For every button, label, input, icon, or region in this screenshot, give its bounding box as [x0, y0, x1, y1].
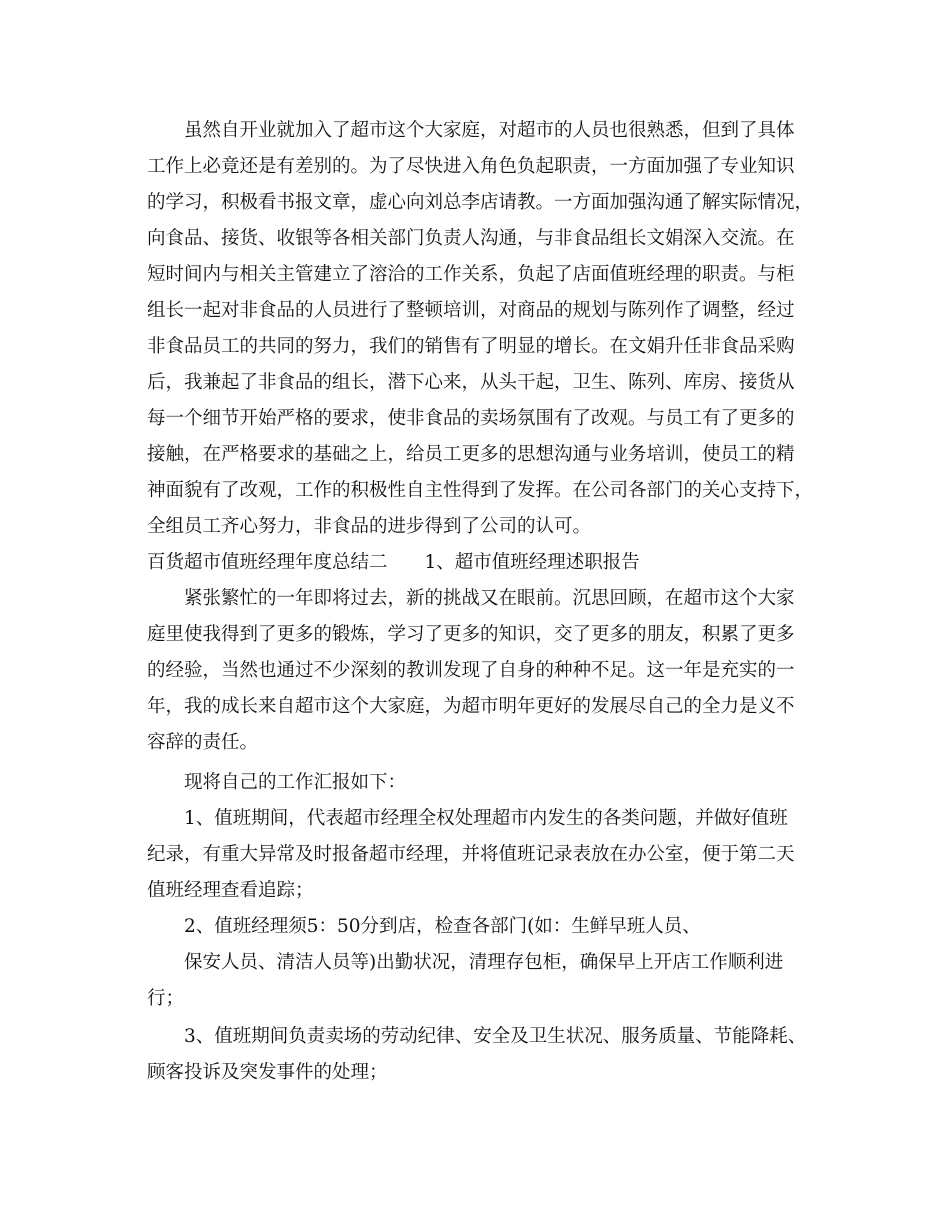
list-item-line: 纪录，有重大异常及时报备超市经理，并将值班记录表放在办公室，便于第二天	[147, 844, 795, 865]
paragraph-line: 的经验，当然也通过不少深刻的教训发现了自身的种种不足。这一年是充实的一	[147, 660, 795, 681]
section-heading: 百货超市值班经理年度总结二 1、超市值班经理述职报告	[147, 552, 640, 573]
list-item-line: 2、值班经理须5：50分到店，检查各部门(如：生鲜早班人员、	[184, 916, 701, 937]
list-item-line: 1、值班期间，代表超市经理全权处理超市内发生的各类问题，并做好值班	[184, 808, 788, 829]
list-item-line: 值班经理查看追踪；	[147, 880, 314, 901]
paragraph-line: 年，我的成长来自超市这个大家庭，为超市明年更好的发展尽自己的全力是义不	[147, 696, 795, 717]
paragraph-line: 容辞的责任。	[147, 732, 259, 753]
paragraph-line: 每一个细节开始严格的要求，使非食品的卖场氛围有了改观。与员工有了更多的	[147, 408, 795, 429]
paragraph-line: 紧张繁忙的一年即将过去，新的挑战又在眼前。沉思回顾，在超市这个大家	[184, 588, 795, 609]
paragraph-line: 接触，在严格要求的基础之上，给员工更多的思想沟通与业务培训，使员工的精	[147, 444, 795, 465]
list-item-line: 保安人员、清洁人员等)出勤状况，清理存包柜，确保早上开店工作顺利进	[184, 952, 784, 973]
paragraph-line: 短时间内与相关主管建立了溶洽的工作关系，负起了店面值班经理的职责。与柜	[147, 264, 795, 285]
paragraph-line: 虽然自开业就加入了超市这个大家庭，对超市的人员也很熟悉，但到了具体	[184, 120, 795, 141]
list-item-line: 行；	[147, 988, 185, 1009]
paragraph-line: 现将自己的工作汇报如下：	[184, 772, 407, 793]
paragraph-line: 非食品员工的共同的努力，我们的销售有了明显的增长。在文娟升任非食品采购	[147, 336, 795, 357]
paragraph-line: 的学习，积极看书报文章，虚心向刘总李店请教。一方面加强沟通了解实际情况，	[147, 192, 814, 213]
paragraph-line: 后，我兼起了非食品的组长，潜下心来，从头干起，卫生、陈列、库房、接货从	[147, 372, 795, 393]
list-item-line: 顾客投诉及突发事件的处理；	[147, 1062, 388, 1083]
paragraph-line: 神面貌有了改观，工作的积极性自主性得到了发挥。在公司各部门的关心支持下，	[147, 480, 814, 501]
paragraph-line: 庭里使我得到了更多的锻炼，学习了更多的知识，交了更多的朋友，积累了更多	[147, 624, 795, 645]
paragraph-line: 向食品、接货、收银等各相关部门负责人沟通，与非食品组长文娟深入交流。在	[147, 228, 795, 249]
list-item-line: 3、值班期间负责卖场的劳动纪律、安全及卫生状况、服务质量、节能降耗、	[184, 1026, 807, 1047]
paragraph-line: 全组员工齐心努力，非食品的进步得到了公司的认可。	[147, 516, 592, 537]
paragraph-line: 工作上必竟还是有差别的。为了尽快进入角色负起职责，一方面加强了专业知识	[147, 156, 795, 177]
paragraph-line: 组长一起对非食品的人员进行了整顿培训，对商品的规划与陈列作了调整，经过	[147, 300, 795, 321]
